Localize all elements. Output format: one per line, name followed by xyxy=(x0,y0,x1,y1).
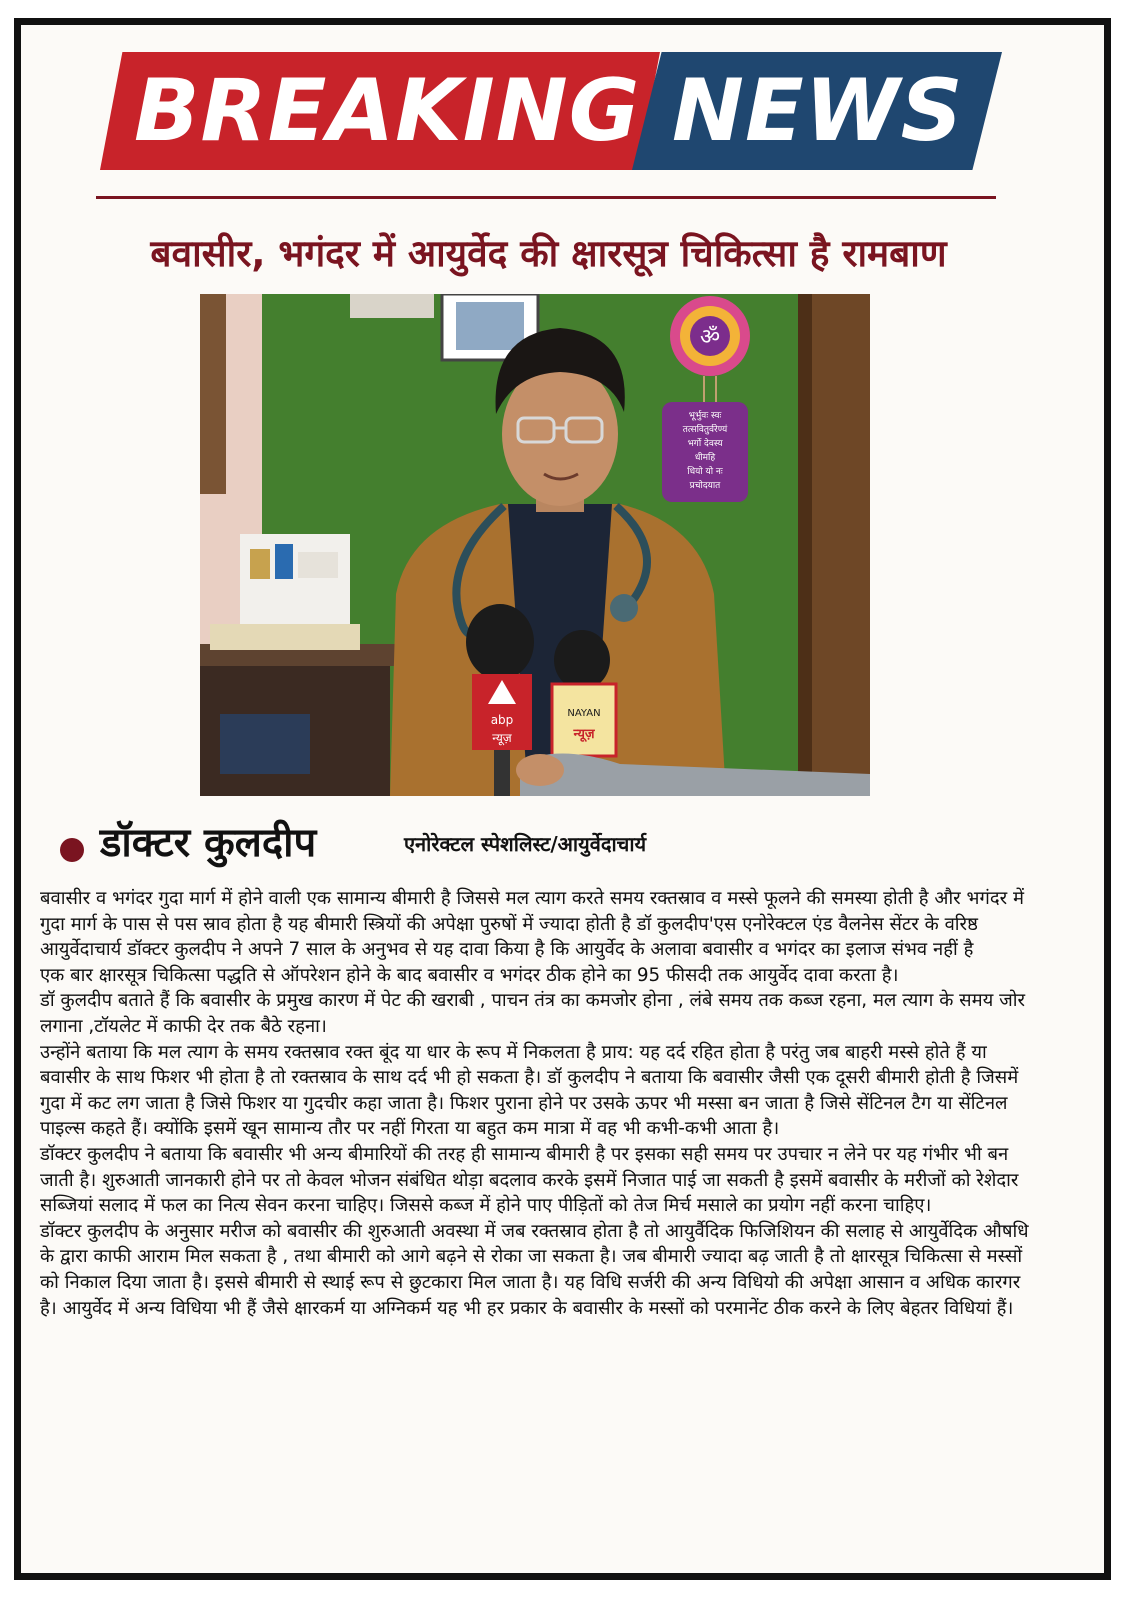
headline: बवासीर, भगंदर में आयुर्वेद की क्षारसूत्र चिकित्सा है रामबाण xyxy=(150,232,947,275)
bullet-dot xyxy=(60,838,84,862)
plaque-line: तत्सवितुर्वरेण्यं xyxy=(682,425,728,435)
article-body xyxy=(40,886,1030,1321)
plaque-line: धीमहि xyxy=(694,453,716,463)
article-paragraph: डॉ कुलदीप बताते हैं कि बवासीर के प्रमुख कारण में पेट की खराबी , पाचन तंत्र का कमजोर होना , लंबे समय तक कब्ज रहना, मल त्याग के समय जोर लगाना ,टॉयलेट में काफी देर तक बैठे रहना। xyxy=(40,990,1026,1037)
article-paragraph: डॉक्टर कुलदीप के अनुसार मरीज को बवासीर की शुरुआती अवस्था में जब रक्तस्राव होता है तो आयुर्वैदिक फिजिशियन की सलाह से आयुर्वेदिक औषधि के द्वारा काफी आराम मिल सकता है , तथा बीमारी को आगे बढ़ने से रोका जा सकता है। जब बीमारी ज्यादा बढ़ जाती है तो क्षारसूत्र चिकित्सा से मस्सों को निकाल दिया जाता है। इससे बीमारी से स्थाई रूप से छुटकारा मिल जाता है। यह विधि सर्जरी की अन्य विधियो की अपेक्षा आसान व अधिक कारगर है। आयुर्वेद में अन्य विधिया भी हैं जैसे क्षारकर्म या अग्निकर्म यह भी हर प्रकार के बवासीर के मस्सों को परमानेंट ठीक करने के लिए बेहतर विधियां हैं। xyxy=(40,1220,1029,1319)
mic2-label: न्यूज़ xyxy=(573,727,595,742)
article-paragraph: बवासीर व भगंदर गुदा मार्ग में होने वाली एक सामान्य बीमारी है जिससे मल त्याग करते समय रक्तस्राव व मस्से फूलने की समस्या होती है और भगंदर में गुदा मार्ग के पास से पस स्राव होता है यह बीमारी स्त्रियों की अपेक्षा पुरुषों में ज्यादा होती है डॉ कुलदीप'एस एनोरेक्टल एंड वैलनेस सेंटर के वरिष्ठ आयुर्वेदाचार्य डॉक्टर कुलदीप ने अपने 7 साल के अनुभव से यह दावा किया है कि आयुर्वेद के अलावा बवासीर व भगंदर का इलाज संभव नहीं है xyxy=(40,888,1024,961)
plaque-line: भर्गो देवस्य xyxy=(687,439,723,449)
doctor-photo xyxy=(200,294,870,796)
banner-word-news: NEWS xyxy=(672,61,964,161)
banner-word-breaking: BREAKING xyxy=(134,61,641,161)
article-paragraph: एक बार क्षारसूत्र चिकित्सा पद्धति से ऑपरेशन होने के बाद बवासीर व भगंदर ठीक होने का 95 फीसदी तक आयुर्वेद दावा करता है। xyxy=(40,964,899,986)
article-paragraph: डॉक्टर कुलदीप ने बताया कि बवासीर भी अन्य बीमारियों की तरह ही सामान्य बीमारी है पर इसका सही समय पर उपचार न लेने पर यह गंभीर भी बन जाती है। शुरुआती जानकारी होने पर तो केवल भोजन संबंधित थोड़ा बदलाव करके इसमें निजात पाई जा सकती है इसमें बवासीर के मरीजों को रेशेदार सब्जियां सलाद में फल का नित्य सेवन करना चाहिए। जिससे कब्ज में होने पाए पीड़ितों को तेज मिर्च मसाले का प्रयोग नहीं करना चाहिए। xyxy=(40,1143,1019,1217)
plaque-line: प्रचोदयात xyxy=(689,481,721,491)
byline xyxy=(60,808,1060,878)
plaque-line: धियो यो नः xyxy=(687,467,723,477)
divider-line xyxy=(96,196,996,199)
article-paragraph: उन्होंने बताया कि मल त्याग के समय रक्तस्राव रक्त बूंद या धार के रूप में निकलता है प्राय: यह दर्द रहित होता है परंतु जब बाहरी मस्से होते हैं या बवासीर के साथ फिशर भी होता है तो रक्तस्राव के साथ दर्द भी हो सकता है। डॉ कुलदीप ने बताया कि बवासीर जैसी एक दूसरी बीमारी होती है जिसमें गुदा में कट लग जाता है जिसे फिशर या गुदचीर कहा जाता है। फिशर पुराना होने पर उसके ऊपर भी मस्सा बन जाता है जिसे सेंटिनल टैग या सेंटिनल पाइल्स कहते हैं। क्योंकि इसमें खून सामान्य तौर पर नहीं गिरता या बहुत कम मात्रा में वह भी कभी-कभी आता है। xyxy=(40,1041,1019,1140)
mic2-logo: NAYAN xyxy=(567,708,601,719)
doctor-name: डॉक्टर कुलदीप xyxy=(100,820,317,866)
breaking-news-banner xyxy=(100,52,1002,170)
plaque-line: भूर्भुवः स्वः xyxy=(688,411,722,421)
om-symbol: ॐ xyxy=(699,325,721,350)
mic1-logo: abp xyxy=(490,713,514,727)
mic1-label: न्यूज़ xyxy=(492,731,512,745)
doctor-title: एनोरेक्टल स्पेशलिस्ट/आयुर्वेदाचार्य xyxy=(404,832,647,856)
